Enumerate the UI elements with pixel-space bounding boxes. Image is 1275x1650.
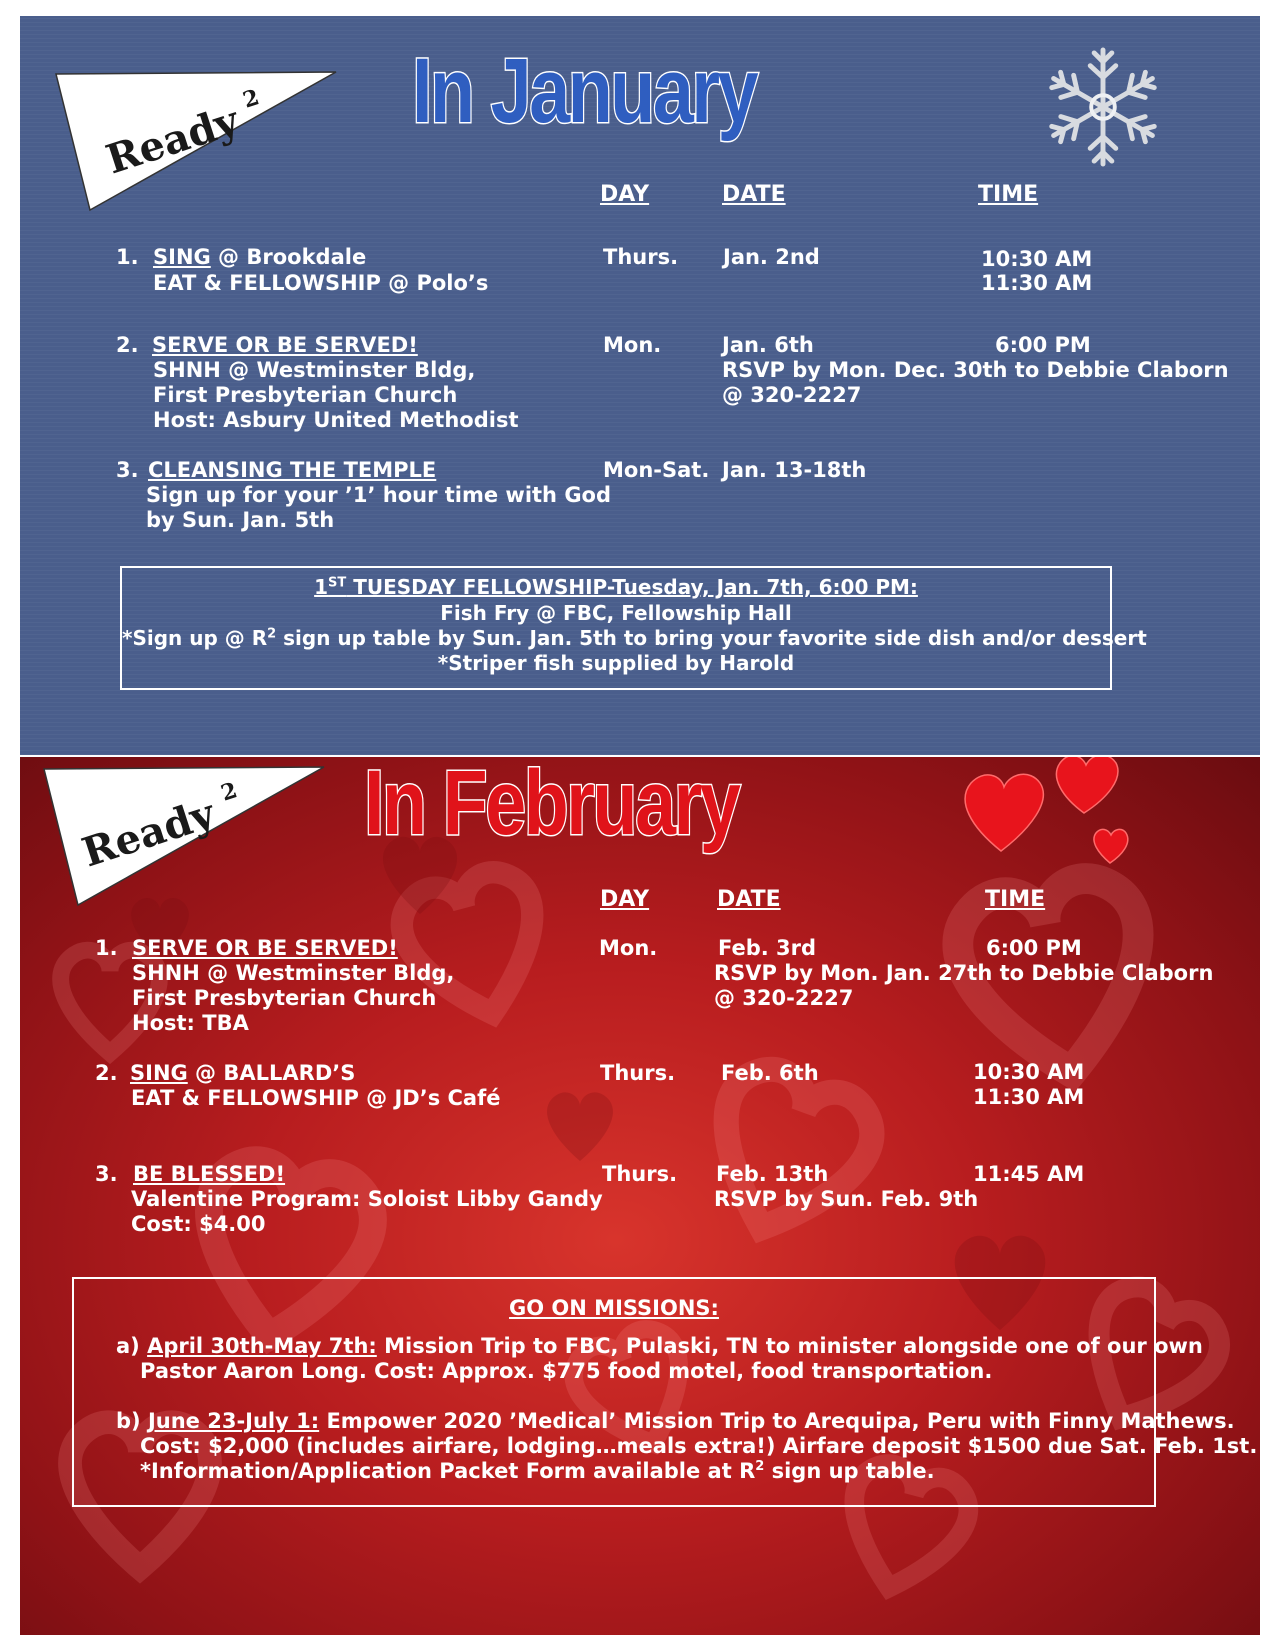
jan-item2-num: 2. <box>116 333 139 357</box>
jan-item2-day: Mon. <box>603 333 662 357</box>
jan-item2-title: SERVE OR BE SERVED! <box>152 333 418 357</box>
jan-item1-line2: EAT & FELLOWSHIP @ Polo’s <box>153 271 489 295</box>
jan-item3-day: Mon-Sat. <box>603 458 710 482</box>
january-title: In January <box>412 40 757 142</box>
feb-item3-line2: Valentine Program: Soloist Libby Gandy <box>131 1187 603 1211</box>
feb-item2-num: 2. <box>95 1061 118 1085</box>
mission-b-line1: b) June 23-July 1: Empower 2020 ’Medical’ Mission Trip to Arequipa, Peru with Finny Mathews. <box>116 1409 1235 1433</box>
ready2-pennant-feb <box>42 761 342 921</box>
pennant-sup: 2 <box>217 777 241 807</box>
feb-item1-line4: Host: TBA <box>132 1011 249 1035</box>
feb-item1-time: 6:00 PM <box>986 936 1082 960</box>
jan-item1-num: 1. <box>116 245 139 269</box>
feb-item1-title: SERVE OR BE SERVED! <box>132 936 398 960</box>
feb-item3-title: BE BLESSED! <box>133 1162 286 1186</box>
jan-item1-title: SING @ Brookdale <box>153 245 367 269</box>
jan-item3-line3: by Sun. Jan. 5th <box>146 508 335 532</box>
january-panel <box>20 16 1260 755</box>
mission-a-line2: Pastor Aaron Long. Cost: Approx. $775 food motel, food transportation. <box>140 1359 993 1383</box>
fellowship-line3: *Striper fish supplied by Harold <box>437 651 795 675</box>
feb-item2-title: SING @ BALLARD’S <box>130 1061 356 1085</box>
february-panel <box>20 757 1260 1635</box>
feb-item2-date: Feb. 6th <box>721 1061 819 1085</box>
mission-a-line1: a) April 30th-May 7th: Mission Trip to FBC, Pulaski, TN to minister alongside one of our own <box>116 1334 1203 1358</box>
pennant-sup: 2 <box>239 84 263 114</box>
jan-item2-line4: Host: Asbury United Methodist <box>153 408 519 432</box>
mission-b-line3: *Information/Application Packet Form available at $R^2$ sign up table. <box>140 1459 935 1483</box>
feb-item2-day: Thurs. <box>600 1061 676 1085</box>
feb-item3-line3: Cost: $4.00 <box>131 1212 266 1236</box>
jan-item1-day: Thurs. <box>603 245 679 269</box>
jan-item2-time: 6:00 PM <box>995 333 1091 357</box>
missions-box <box>72 1277 1258 1507</box>
jan-item2-date: Jan. 6th <box>722 333 814 357</box>
feb-header-date: DATE <box>717 887 781 912</box>
tuesday-fellowship-box <box>120 566 1147 690</box>
jan-header-day: DAY <box>600 182 650 207</box>
feb-item2-time2: 11:30 AM <box>973 1085 1085 1109</box>
missions-title: GO ON MISSIONS: <box>509 1296 719 1320</box>
feb-item1-line3: First Presbyterian Church <box>132 986 437 1010</box>
feb-item1-num: 1. <box>95 936 118 960</box>
feb-item3-date: Feb. 13th <box>716 1162 829 1186</box>
jan-item3-date: Jan. 13-18th <box>722 458 867 482</box>
snowflake-icon <box>1044 42 1162 172</box>
jan-item2-line3: First Presbyterian Church <box>153 383 458 407</box>
hearts-icon <box>956 757 1146 869</box>
jan-header-date: DATE <box>722 182 786 207</box>
pennant-word: Ready <box>76 789 221 877</box>
jan-item1-time1: 10:30 AM <box>981 247 1093 271</box>
feb-item1-day: Mon. <box>599 936 658 960</box>
fellowship-title: 1ST TUESDAY FELLOWSHIP-Tuesday, Jan. 7th, 6:00 PM: <box>314 575 918 599</box>
feb-item3-day: Thurs. <box>602 1162 678 1186</box>
jan-header-time: TIME <box>978 182 1039 207</box>
pennant-word: Ready <box>100 96 245 184</box>
jan-item3-num: 3. <box>116 458 139 482</box>
jan-item3-title: CLEANSING THE TEMPLE <box>148 458 437 482</box>
mission-b-line2: Cost: $2,000 (includes airfare, lodging…meals extra!) Airfare deposit $1500 due Sat. Feb. 1st. <box>140 1434 1258 1458</box>
february-title: In February <box>364 757 739 854</box>
feb-item1-date: Feb. 3rd <box>718 936 817 960</box>
jan-item1-date: Jan. 2nd <box>723 245 820 269</box>
feb-header-day: DAY <box>600 887 650 912</box>
ready2-pennant-jan <box>54 66 354 226</box>
jan-item2-rsvp1: RSVP by Mon. Dec. 30th to Debbie Claborn <box>722 358 1229 382</box>
feb-item3-time: 11:45 AM <box>973 1162 1085 1186</box>
jan-item2-rsvp2: @ 320-2227 <box>722 383 862 407</box>
jan-item1-time2: 11:30 AM <box>981 271 1093 295</box>
feb-item1-line2: SHNH @ Westminster Bldg, <box>132 961 455 985</box>
feb-item3-num: 3. <box>95 1162 118 1186</box>
feb-item3-rsvp1: RSVP by Sun. Feb. 9th <box>714 1187 979 1211</box>
fellowship-line2: *Sign up @ $R^2$ sign up table by Sun. Jan. 5th to bring your favorite side dish and/or dessert <box>122 626 1147 650</box>
feb-item1-rsvp2: @ 320-2227 <box>714 986 854 1010</box>
fellowship-line1: Fish Fry @ FBC, Fellowship Hall <box>440 601 792 625</box>
feb-header-time: TIME <box>985 887 1046 912</box>
feb-item2-time1: 10:30 AM <box>973 1060 1085 1084</box>
jan-item2-line2: SHNH @ Westminster Bldg, <box>153 358 476 382</box>
jan-item3-line2: Sign up for your ’1’ hour time with God <box>146 483 612 507</box>
feb-item1-rsvp1: RSVP by Mon. Jan. 27th to Debbie Claborn <box>714 961 1214 985</box>
feb-item2-line2: EAT & FELLOWSHIP @ JD’s Café <box>131 1086 501 1110</box>
